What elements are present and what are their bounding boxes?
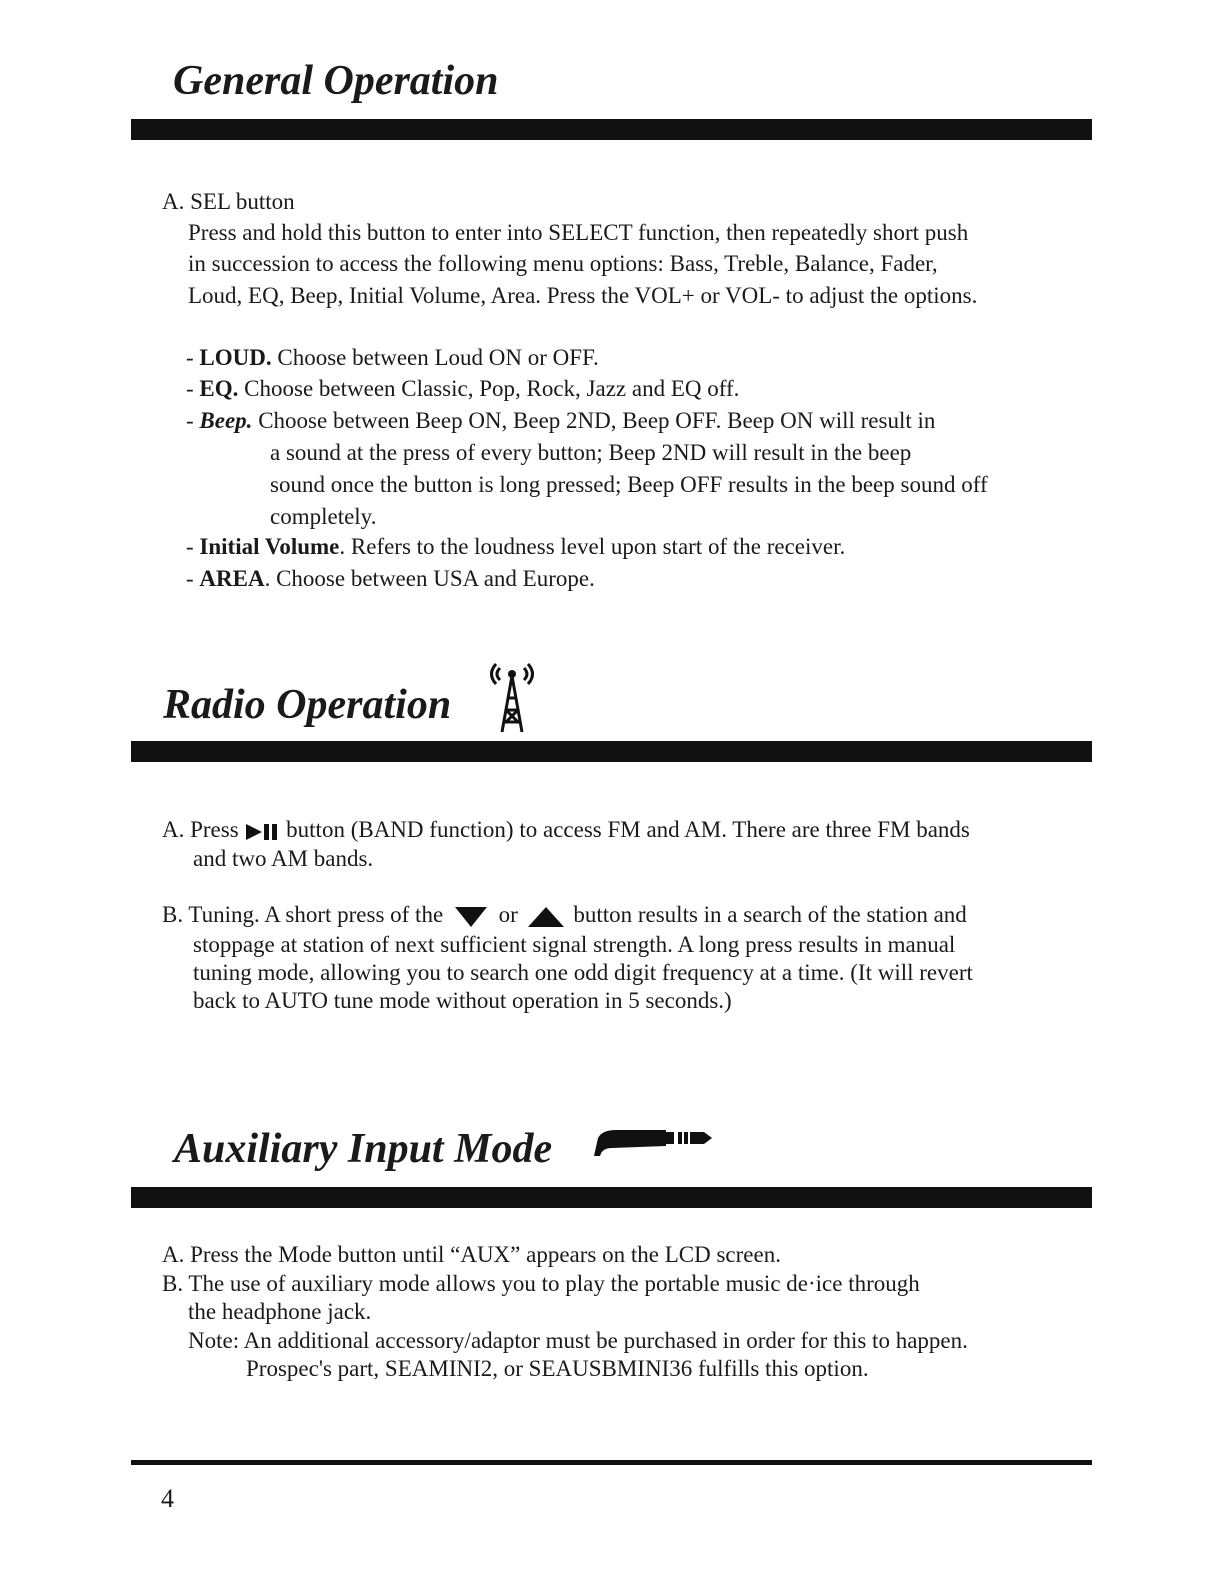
bullet-dash: - xyxy=(186,408,200,433)
loud-text: Choose between Loud ON or OFF. xyxy=(271,345,599,370)
beep-text: Choose between Beep ON, Beep 2ND, Beep OFF. Beep ON will result in xyxy=(252,408,936,433)
aux-note-line: Note: An additional accessory/adaptor must be purchased in order for this to happen. xyxy=(188,1328,968,1353)
bullet-dash: - xyxy=(186,534,200,559)
bullet-dash: - xyxy=(186,376,200,401)
initial-volume-label: Initial Volume xyxy=(199,534,340,559)
radio-b-line: stoppage at station of next sufficient signal strength. A long press results in manual xyxy=(193,932,956,957)
radio-b-or: or xyxy=(492,902,524,927)
loud-label: LOUD. xyxy=(199,345,272,370)
aux-b-line: the headphone jack. xyxy=(188,1299,372,1324)
area-label: AREA xyxy=(199,566,265,591)
radio-b-line: tuning mode, allowing you to search one odd digit frequency at a time. (It will revert xyxy=(193,960,973,985)
radio-tower-icon xyxy=(482,656,542,736)
beep-label: Beep. xyxy=(199,408,253,433)
aux-note-line: Prospec's part, SEAMINI2, or SEAUSBMINI36 fulfills this option. xyxy=(246,1356,869,1381)
radio-b-line: back to AUTO tune mode without operation in 5 seconds.) xyxy=(193,988,732,1013)
audio-jack-icon xyxy=(588,1120,718,1160)
beep-option xyxy=(186,405,935,436)
area-option xyxy=(186,563,595,594)
beep-description-line: completely. xyxy=(270,504,377,529)
radio-operation-title: Radio Operation xyxy=(163,682,452,728)
tune-up-icon xyxy=(524,905,568,929)
section-divider-bar xyxy=(131,119,1092,140)
eq-option xyxy=(186,373,739,404)
initial-volume-text: . Refers to the loudness level upon start of the receiver. xyxy=(339,534,846,559)
loud-option xyxy=(186,342,599,373)
beep-description-line: a sound at the press of every button; Beep 2ND will result in the beep xyxy=(270,440,912,465)
initial-volume-option xyxy=(186,531,845,562)
footer-rule xyxy=(131,1460,1092,1465)
radio-a-line2: and two AM bands. xyxy=(193,846,374,871)
radio-a-line xyxy=(162,814,970,845)
radio-a-suffix: button (BAND function) to access FM and AM. There are three FM bands xyxy=(280,817,970,842)
sel-button-heading: A. SEL button xyxy=(162,189,295,214)
sel-description-line: Loud, EQ, Beep, Initial Volume, Area. Press the VOL+ or VOL- to adjust the options. xyxy=(188,283,978,308)
eq-label: EQ. xyxy=(199,376,239,401)
beep-description-line: sound once the button is long pressed; Beep OFF results in the beep sound off xyxy=(270,472,988,497)
tune-down-icon xyxy=(449,905,493,929)
radio-a-prefix: A. Press xyxy=(162,817,245,842)
page-number: 4 xyxy=(161,1484,174,1513)
auxiliary-input-title: Auxiliary Input Mode xyxy=(174,1126,553,1172)
eq-text: Choose between Classic, Pop, Rock, Jazz and EQ off. xyxy=(238,376,740,401)
section-divider-bar xyxy=(131,1187,1092,1208)
aux-a-line: A. Press the Mode button until “AUX” appears on the LCD screen. xyxy=(162,1242,781,1267)
radio-b-suffix: button results in a search of the station and xyxy=(567,902,967,927)
section-divider-bar xyxy=(131,741,1092,762)
play-pause-icon xyxy=(244,822,280,842)
radio-b-prefix: B. Tuning. A short press of the xyxy=(162,902,449,927)
area-text: . Choose between USA and Europe. xyxy=(264,566,595,591)
sel-description-line: in succession to access the following menu options: Bass, Treble, Balance, Fader, xyxy=(188,251,938,276)
bullet-dash: - xyxy=(186,345,200,370)
radio-b-line xyxy=(162,899,967,930)
bullet-dash: - xyxy=(186,566,200,591)
aux-b-line: B. The use of auxiliary mode allows you to play the portable music de·ice through xyxy=(162,1271,920,1296)
sel-description-line: Press and hold this button to enter into SELECT function, then repeatedly short push xyxy=(188,220,969,245)
general-operation-title: General Operation xyxy=(173,58,499,104)
